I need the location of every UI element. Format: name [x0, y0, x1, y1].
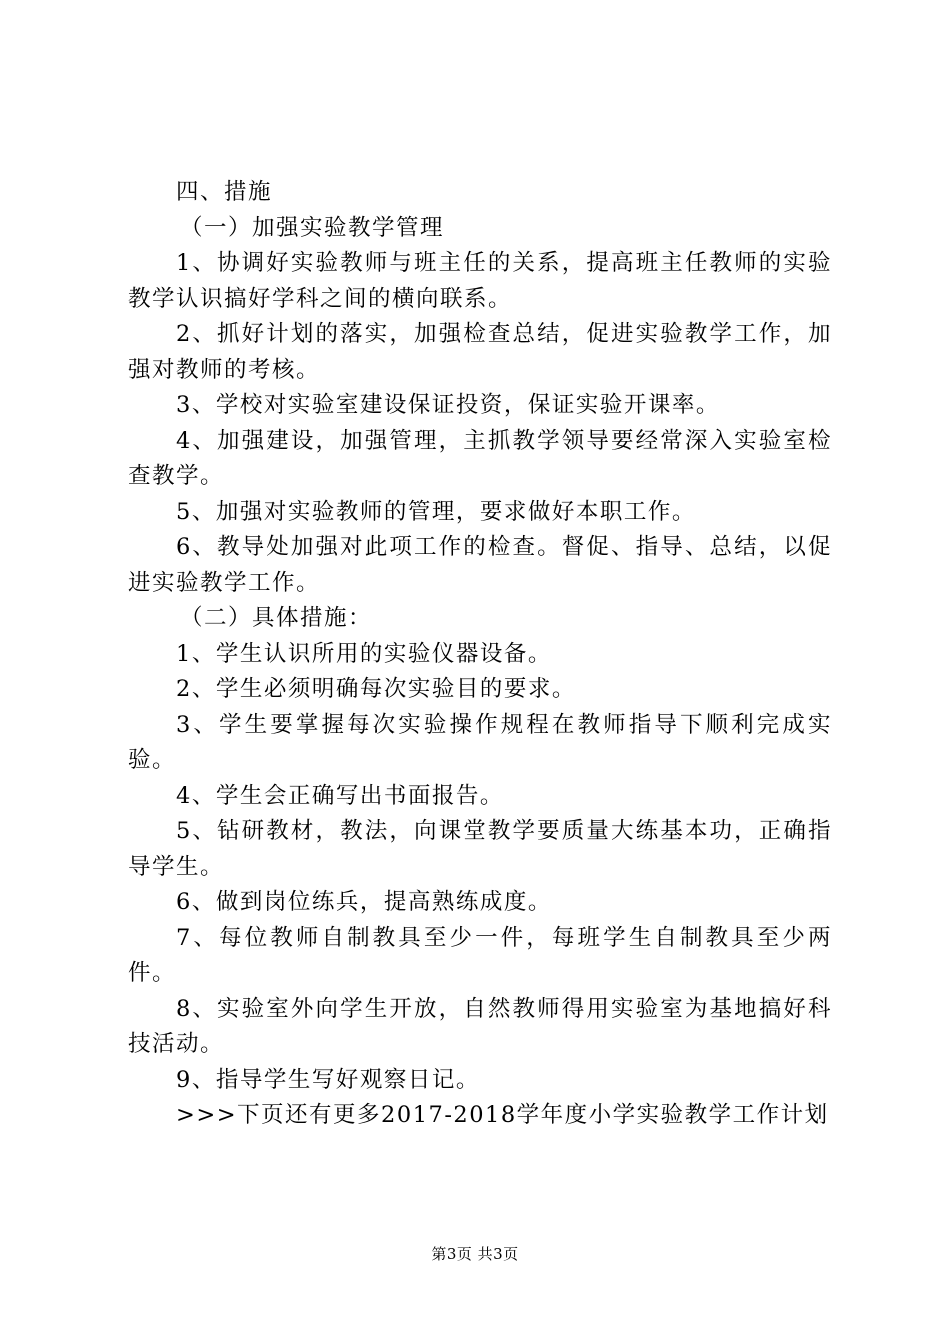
more-link[interactable]: >>>下页还有更多2017-2018学年度小学实验教学工作计划 — [176, 1102, 829, 1128]
list-item: 2、学生必须明确每次实验目的要求。 — [176, 676, 576, 702]
subsection-heading: （二）具体措施： — [180, 605, 373, 631]
list-item: 6、教导处加强对此项工作的检查。督促、指导、总结，以促进实验教学工作。 — [128, 534, 832, 596]
section-heading: 四、措施 — [176, 179, 273, 205]
list-item: 4、加强建设，加强管理，主抓教学领导要经常深入实验室检查教学。 — [128, 427, 832, 489]
document-body — [128, 175, 832, 1134]
list-item: 4、学生会正确写出书面报告。 — [176, 782, 504, 809]
list-item: 5、钻研教材，教法，向课堂教学要质量大练基本功，正确指导学生。 — [128, 818, 832, 880]
list-item: 6、做到岗位练兵，提高熟练成度。 — [176, 889, 552, 915]
list-item: 3、学生要掌握每次实验操作规程在教师指导下顺利完成实验。 — [128, 711, 832, 773]
page-number-footer: 第3页 共3页 — [431, 1245, 519, 1263]
list-item: 2、抓好计划的落实，加强检查总结，促进实验教学工作，加强对教师的考核。 — [128, 321, 832, 383]
list-item: 7、每位教师自制教具至少一件，每班学生自制教具至少两件。 — [128, 924, 832, 986]
list-item: 8、实验室外向学生开放，自然教师得用实验室为基地搞好科技活动。 — [128, 995, 832, 1057]
list-item: 1、学生认识所用的实验仪器设备。 — [176, 640, 552, 667]
list-item: 9、指导学生写好观察日记。 — [176, 1066, 480, 1093]
list-item: 1、协调好实验教师与班主任的关系，提高班主任教师的实验教学认识搞好学科之间的横向联系。 — [128, 250, 832, 312]
list-item: 3、学校对实验室建设保证投资，保证实验开课率。 — [176, 392, 720, 418]
list-item: 5、加强对实验教师的管理，要求做好本职工作。 — [176, 498, 696, 525]
subsection-heading: （一）加强实验教学管理 — [180, 214, 445, 241]
